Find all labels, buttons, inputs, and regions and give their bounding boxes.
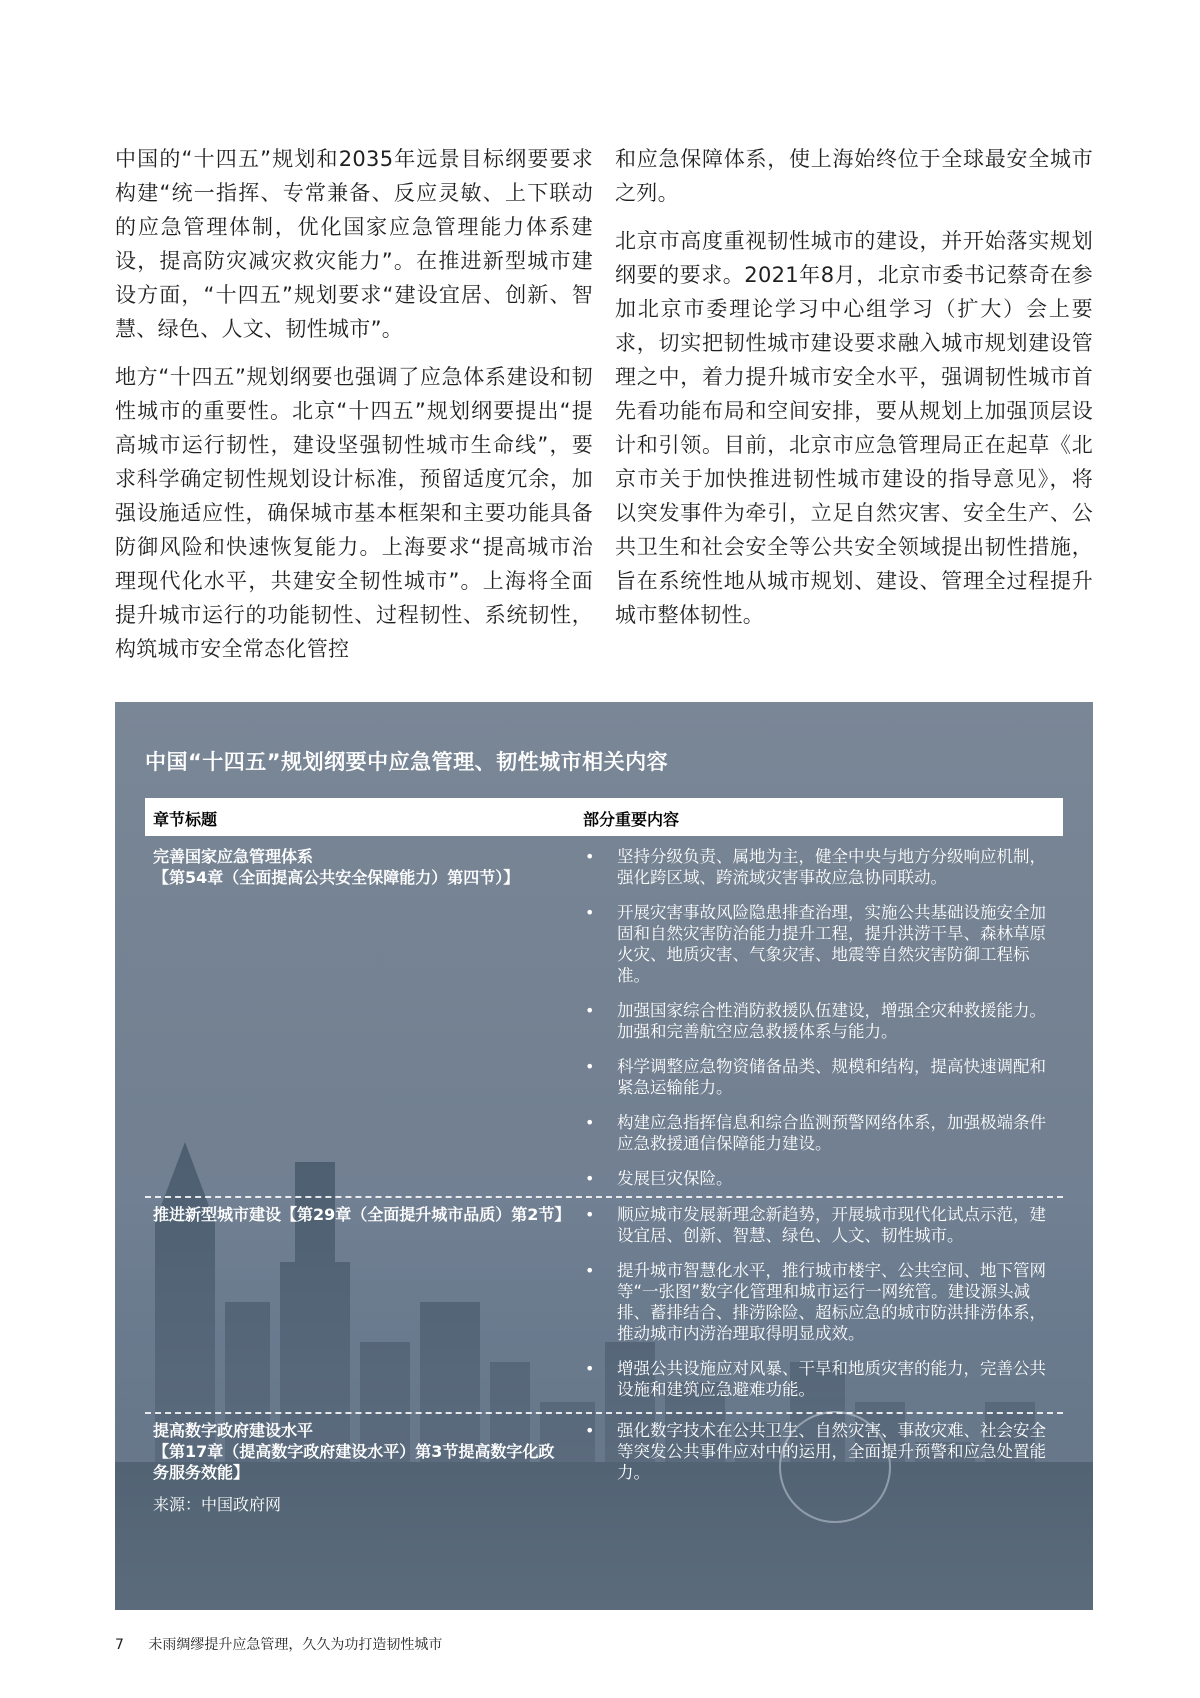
left-paragraph-2: 地方“十四五”规划纲要也强调了应急体系建设和韧性城市的重要性。北京“十四五”规划纲要提出“提高城市运行韧性，建设坚强韧性城市生命线”，要求科学确定韧性规划设计标准，预留适度冗余，加强设施适应性，确保城市基本框架和主要功能具备防御风险和快速恢复能力。上海要求“提高城市治理现代化水平，共建安全韧性城市”。上海将全面提升城市运行的功能韧性、过程韧性、系统韧性，构筑城市安全常态化管控 <box>115 365 593 661</box>
bullet-icon: • <box>585 1261 595 1280</box>
bullet-icon: • <box>585 1421 595 1440</box>
left-paragraph-1: 中国的“十四五”规划和2035年远景目标纲要要求构建“统一指挥、专常兼备、反应灵敏、上下联动的应急管理体制，优化国家应急管理能力体系建设，提高防灾减灾救灾能力”。在推进新型城市建设方面，“十四五”规划要求“建设宜居、创新、智慧、绿色、人文、韧性城市”。 <box>115 147 593 341</box>
row-chapter-title: 完善国家应急管理体系 【第54章（全面提高公共安全保障能力）第四节）】 <box>153 847 520 887</box>
row-bullet-list <box>583 1204 1053 1414</box>
footer-title: 未雨绸缪提升应急管理，久久为功打造韧性城市 <box>148 1637 443 1653</box>
list-item: • 构建应急指挥信息和综合监测预警网络体系，加强极端条件应急救援通信保障能力建设。 <box>585 1113 1046 1153</box>
right-paragraph-2: 北京市高度重视韧性城市的建设，并开始落实规划纲要的要求。2021年8月，北京市委书记蔡奇在参加北京市委理论学习中心组学习（扩大）会上要求，切实把韧性城市建设要求融入城市规划建设管理之中，着力提升城市安全水平，强调韧性城市首先看功能布局和空间安排，要从规划上加强顶层设计和引领。目前，北京市应急管理局正在起草《北京市关于加快推进韧性城市建设的指导意见》，将以突发事件为牵引，立足自然灾害、安全生产、公共卫生和社会安全等公共安全领域提出韧性措施，旨在系统性地从城市规划、建设、管理全过程提升城市整体韧性。 <box>615 229 1093 627</box>
row-bullet-list <box>583 846 1053 1203</box>
list-item: • 增强公共设施应对风暴、干旱和地质灾害的能力，完善公共设施和建筑应急避难功能。 <box>585 1359 1046 1399</box>
column-header-content: 部分重要内容 <box>583 810 680 829</box>
bullet-icon: • <box>585 903 595 922</box>
right-paragraph-1: 和应急保障体系，使上海始终位于全球最安全城市之列。 <box>615 147 1093 205</box>
left-text-column <box>115 142 593 680</box>
right-text-column <box>615 142 1093 680</box>
list-item: • 开展灾害事故风险隐患排查治理，实施公共基础设施安全加固和自然灾害防治能力提升工程，提升洪涝干旱、森林草原火灾、地质灾害、气象灾害、地震等自然灾害防御工程标准。 <box>585 903 1046 985</box>
bullet-icon: • <box>585 1001 595 1020</box>
list-item: • 加强国家综合性消防救援队伍建设，增强全灾种救援能力。加强和完善航空应急救援体系与能力。 <box>585 1001 1046 1041</box>
list-item: • 提升城市智慧化水平，推行城市楼宇、公共空间、地下管网等“一张图”数字化管理和城市运行一网统管。建设源头减排、蓄排结合、排涝除险、超标应急的城市防洪排涝体系，推动城市内涝治理取得明显成效。 <box>585 1261 1046 1343</box>
list-item: • 顺应城市发展新理念新趋势，开展城市现代化试点示范，建设宜居、创新、智慧、绿色、人文、韧性城市。 <box>585 1205 1046 1245</box>
list-item: • 发展巨灾保险。 <box>585 1169 733 1188</box>
bullet-icon: • <box>585 1169 595 1188</box>
row-bullet-list <box>583 1420 1053 1497</box>
bullet-icon: • <box>585 1113 595 1132</box>
body-text-columns <box>115 142 1093 680</box>
panel-title: 中国“十四五”规划纲要中应急管理、韧性城市相关内容 <box>145 750 669 774</box>
row-chapter-title: 提高数字政府建设水平 【第17章（提高数字政府建设水平）第3节提高数字化政务服务效能】 <box>153 1421 555 1482</box>
list-item: • 坚持分级负责、属地为主，健全中央与地方分级响应机制，强化跨区域、跨流域灾害事故应急协同联动。 <box>585 847 1046 887</box>
row-divider <box>145 1412 1063 1414</box>
page-footer <box>115 1634 442 1654</box>
bullet-icon: • <box>585 1205 595 1224</box>
bullet-icon: • <box>585 847 595 866</box>
bullet-icon: • <box>585 1057 595 1076</box>
bullet-icon: • <box>585 1359 595 1378</box>
table-header <box>145 798 1063 836</box>
page-number: 7 <box>115 1637 124 1653</box>
column-header-chapter: 章节标题 <box>153 810 218 829</box>
row-chapter-title: 推进新型城市建设【第29章（全面提升城市品质）第2节】 <box>153 1205 571 1224</box>
list-item: • 科学调整应急物资储备品类、规模和结构，提高快速调配和紧急运输能力。 <box>585 1057 1046 1097</box>
source-note: 来源：中国政府网 <box>153 1495 282 1514</box>
row-divider <box>145 1196 1063 1198</box>
policy-table-panel <box>115 702 1093 1610</box>
list-item: • 强化数字技术在公共卫生、自然灾害、事故灾难、社会安全等突发公共事件应对中的运用，全面提升预警和应急处置能力。 <box>585 1421 1046 1482</box>
